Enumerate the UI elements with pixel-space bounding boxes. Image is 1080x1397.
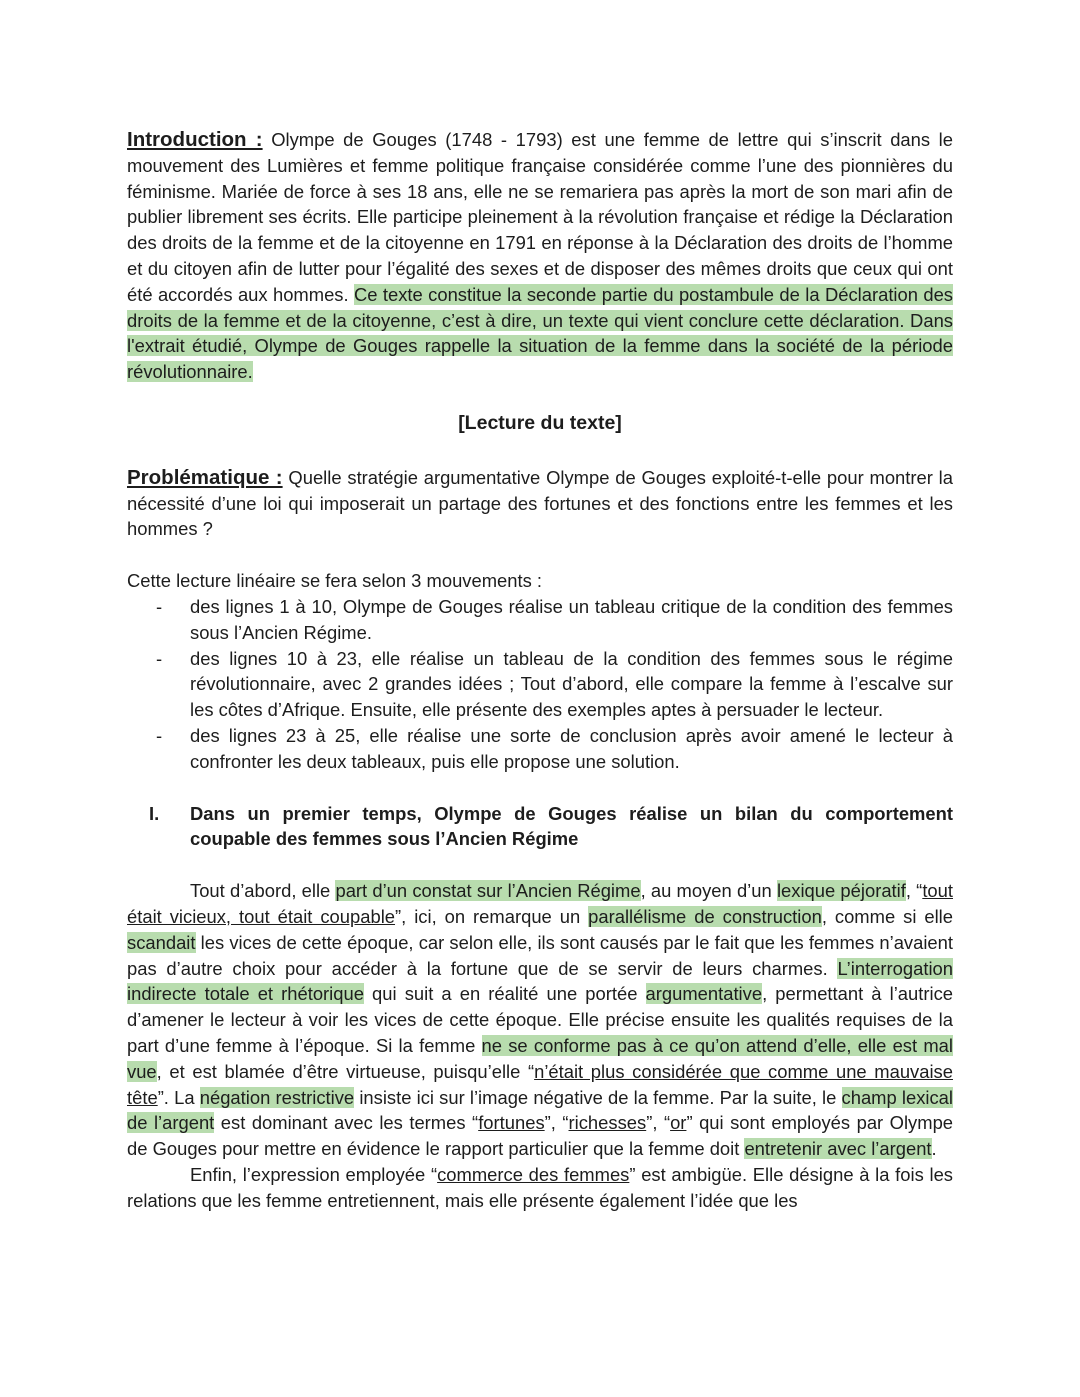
quote-run: or <box>670 1112 687 1134</box>
highlight-run: parallélisme de construction <box>588 905 822 927</box>
list-item-text: des lignes 10 à 23, elle réalise un tableau de la condition des femmes sous le régime révolutionnaire, avec 2 grandes idées ; Tout d’abord, elle compare la femme à l’escalve sur les côtes d’Afrique. Ensuite, elle présente des exemples aptes à persuader le lecteur. <box>190 647 953 721</box>
section-number: I. <box>149 802 160 824</box>
highlight-run: champ lexical de l’argent <box>127 1086 953 1134</box>
reading-title: [Lecture du texte] <box>458 411 622 434</box>
text-run: , et est blamée d’être virtueuse, puisqu’elle “ <box>156 1060 535 1082</box>
text-run: . <box>931 1138 937 1160</box>
analysis-paragraph-1 <box>127 878 953 1162</box>
highlight-run: négation restrictive <box>199 1086 355 1108</box>
introduction-label: Introduction : <box>127 128 263 151</box>
list-item-text: des lignes 23 à 25, elle réalise une sorte de conclusion après avoir amené le lecteur à confronter les deux tableaux, puis elle propose une solution. <box>190 724 953 772</box>
problematique-paragraph <box>127 465 953 542</box>
document-page <box>127 127 953 1213</box>
quote-run: fortunes <box>478 1112 545 1134</box>
analysis-paragraph-2 <box>127 1162 953 1214</box>
text-run: ”, “ <box>646 1112 671 1134</box>
text-run: ”, ici, on remarque un <box>395 905 589 927</box>
movements-list <box>127 594 953 775</box>
problematique-label: Problématique : <box>127 465 283 489</box>
text-run: , “ <box>905 880 923 902</box>
highlight-run: part d’un constat sur l’Ancien Régime <box>335 880 641 902</box>
list-item-text: des lignes 1 à 10, Olympe de Gouges réalise un tableau critique de la condition des femmes sous l’Ancien Régime. <box>190 595 953 643</box>
text-run: Tout d’abord, elle <box>190 880 336 902</box>
problematique-text: Quelle stratégie argumentative Olympe de Gouges exploité-t-elle pour montrer la nécessité d’une loi qui imposerait un partage des fortunes et des fonctions entre les femmes et les hommes ? <box>127 466 953 540</box>
text-run: qui suit a en réalité une portée <box>363 983 646 1005</box>
quote-run: tout était vicieux, tout était coupable <box>127 880 953 927</box>
list-item <box>127 594 953 646</box>
text-run: ”. La <box>157 1086 200 1108</box>
list-item <box>127 646 953 723</box>
spacer <box>127 852 953 878</box>
text-run: insiste ici sur l’image négative de la femme. Par la suite, le <box>354 1086 842 1108</box>
spacer <box>127 542 953 568</box>
introduction-highlight: Ce texte constitue la seconde partie du postambule de la Déclaration des droits de la femme et de la citoyenne, c’est à dire, un texte qui vient conclure cette déclaration. Dans l'extrait étudié, Olympe de Gouges rappelle la situation de la femme dans la société de la période révolutionnaire. <box>127 283 953 383</box>
text-run: les vices de cette époque, car selon elle, ils sont causés par le fait que les femmes n’avaient pas d’autre choix pour accéder à la fortune que de se servir de leurs charmes. <box>127 931 953 979</box>
list-item <box>127 723 953 775</box>
highlight-run: ne se conforme pas à ce qu’on attend d’elle, elle est mal vue <box>127 1034 953 1082</box>
highlight-run: scandait <box>127 931 196 953</box>
highlight-run: argumentative <box>645 983 763 1005</box>
highlight-run: lexique péjoratif <box>776 880 906 902</box>
quote-run: commerce des femmes <box>437 1163 630 1185</box>
section-title: Dans un premier temps, Olympe de Gouges réalise un bilan du comportement coupable des femmes sous l’Ancien Régime <box>190 802 953 850</box>
text-run: ”, “ <box>544 1112 569 1134</box>
quote-run: richesses <box>568 1112 647 1134</box>
highlight-run: entretenir avec l’argent <box>744 1138 932 1160</box>
dash-bullet: - <box>156 595 163 617</box>
text-run: est dominant avec les termes “ <box>214 1112 479 1134</box>
introduction-text: Olympe de Gouges (1748 - 1793) est une femme de lettre qui s’inscrit dans le mouvement des Lumières et femme politique française considérée comme l’une des pionnières du féminisme. Mariée de force à ses 18 ans, elle ne se remariera pas après la mort de son mari afin de publier librement ses écrits. Elle participe pleinement à la révolution française et rédige la Déclaration des droits de la femme et de la citoyenne en 1791 en réponse à la Déclaration des droits de l’homme et du citoyen afin de lutter pour l’égalité des sexes et de disposer des mêmes droits que ceux qui ont été accordés aux hommes. <box>127 129 953 305</box>
text-run: , comme si elle <box>821 905 954 927</box>
text-run: Enfin, l’expression employée “ <box>190 1163 438 1185</box>
movements-intro: Cette lecture linéaire se fera selon 3 mouvements : <box>127 570 543 592</box>
introduction-paragraph <box>127 127 953 385</box>
text-run: ” qui sont employés par Olympe de Gouges pour mettre en évidence le rapport particulier que la femme doit <box>127 1112 954 1160</box>
dash-bullet: - <box>156 724 163 746</box>
text-run: , permettant à l’autrice d’amener le lecteur à voir les vices de cette époque. Elle précise ensuite les qualités requises de la part d’une femme à l’époque. Si la femme <box>127 983 954 1056</box>
text-run: ” est ambigüe. Elle désigne à la fois les relations que les femme entretiennent, mais elle présente également l’idée que les <box>127 1163 953 1211</box>
quote-run: n’était plus considérée que comme une mauvaise tête <box>127 1060 953 1108</box>
dash-bullet: - <box>156 647 163 669</box>
highlight-run: L’interrogation indirecte totale et rhétorique <box>127 957 953 1005</box>
text-run: , au moyen d’un <box>640 880 777 902</box>
section-heading <box>127 801 953 853</box>
